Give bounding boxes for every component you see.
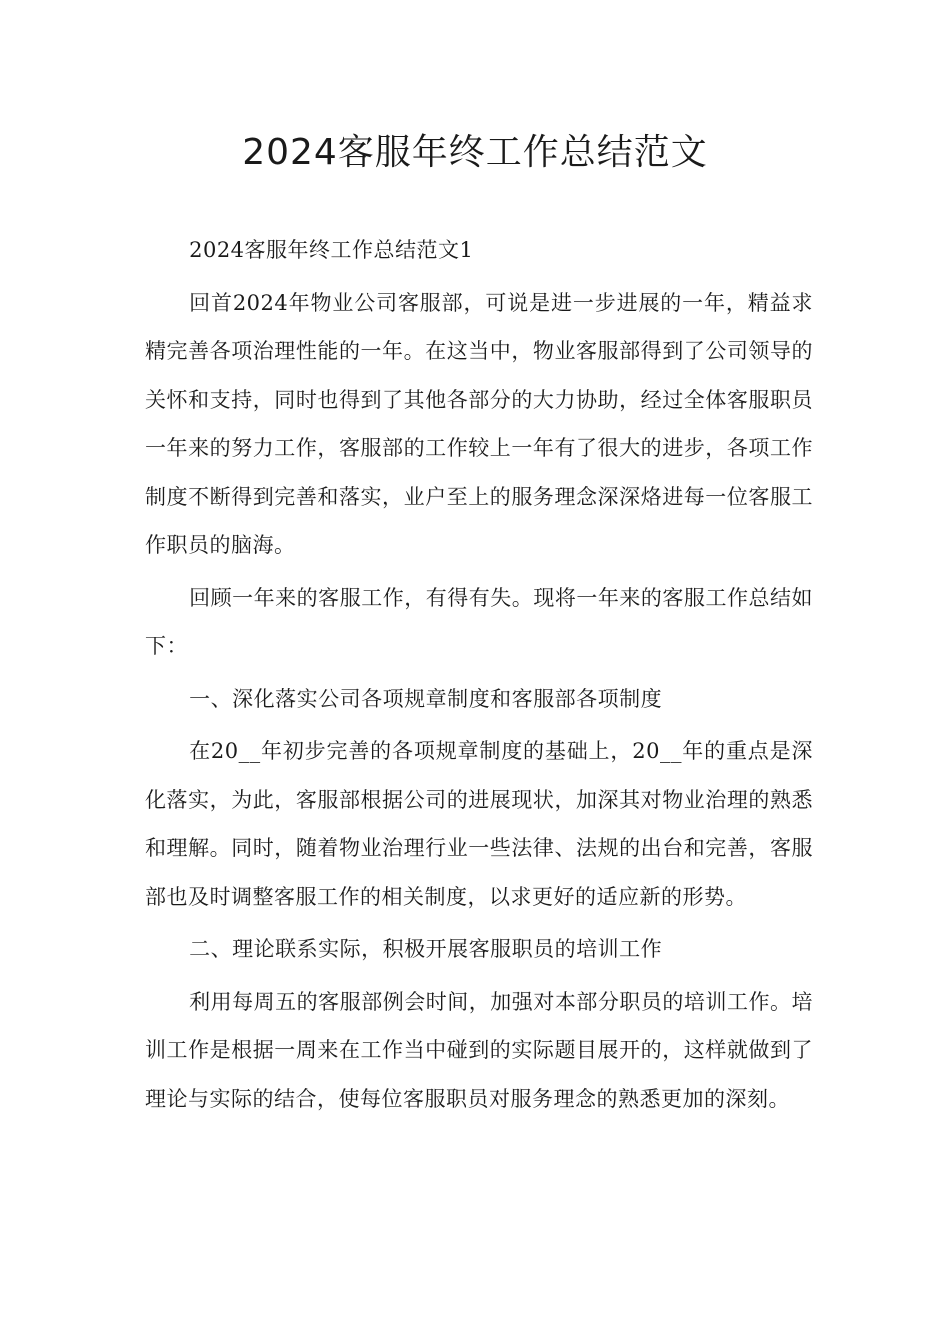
document-title: 2024客服年终工作总结范文 [242,132,708,173]
paragraph-section-1: 在20__年初步完善的各项规章制度的基础上，20__年的重点是深化落实，为此，客服部根据公司的进展现状，加深其对物业治理的熟悉和理解。同时，随着物业治理行业一些法律、法规的出台和完善，客服部也及时调整客服工作的相关制度，以求更好的适应新的形势。 [145,739,813,909]
document-subtitle: 2024客服年终工作总结范文1 [189,238,474,262]
paragraph-review: 回顾一年来的客服工作，有得有失。现将一年来的客服工作总结如下： [145,585,813,658]
section-heading-2: 二、理论联系实际，积极开展客服职员的培训工作 [189,937,663,961]
document-body [145,226,813,1127]
paragraph-section-2: 利用每周五的客服部例会时间，加强对本部分职员的培训工作。培训工作是根据一周来在工作当中碰到的实际题目展开的，这样就做到了理论与实际的结合，使每位客服职员对服务理念的熟悉更加的深刻。 [145,989,813,1111]
section-heading-1: 一、深化落实公司各项规章制度和客服部各项制度 [189,686,663,711]
paragraph-intro: 回首2024年物业公司客服部，可说是进一步进展的一年，精益求精完善各项治理性能的一年。在这当中，物业客服部得到了公司领导的关怀和支持，同时也得到了其他各部分的大力协助，经过全体客服职员一年来的努力工作，客服部的工作较上一年有了很大的进步，各项工作制度不断得到完善和落实，业户至上的服务理念深深烙进每一位客服工作职员的脑海。 [145,290,813,557]
